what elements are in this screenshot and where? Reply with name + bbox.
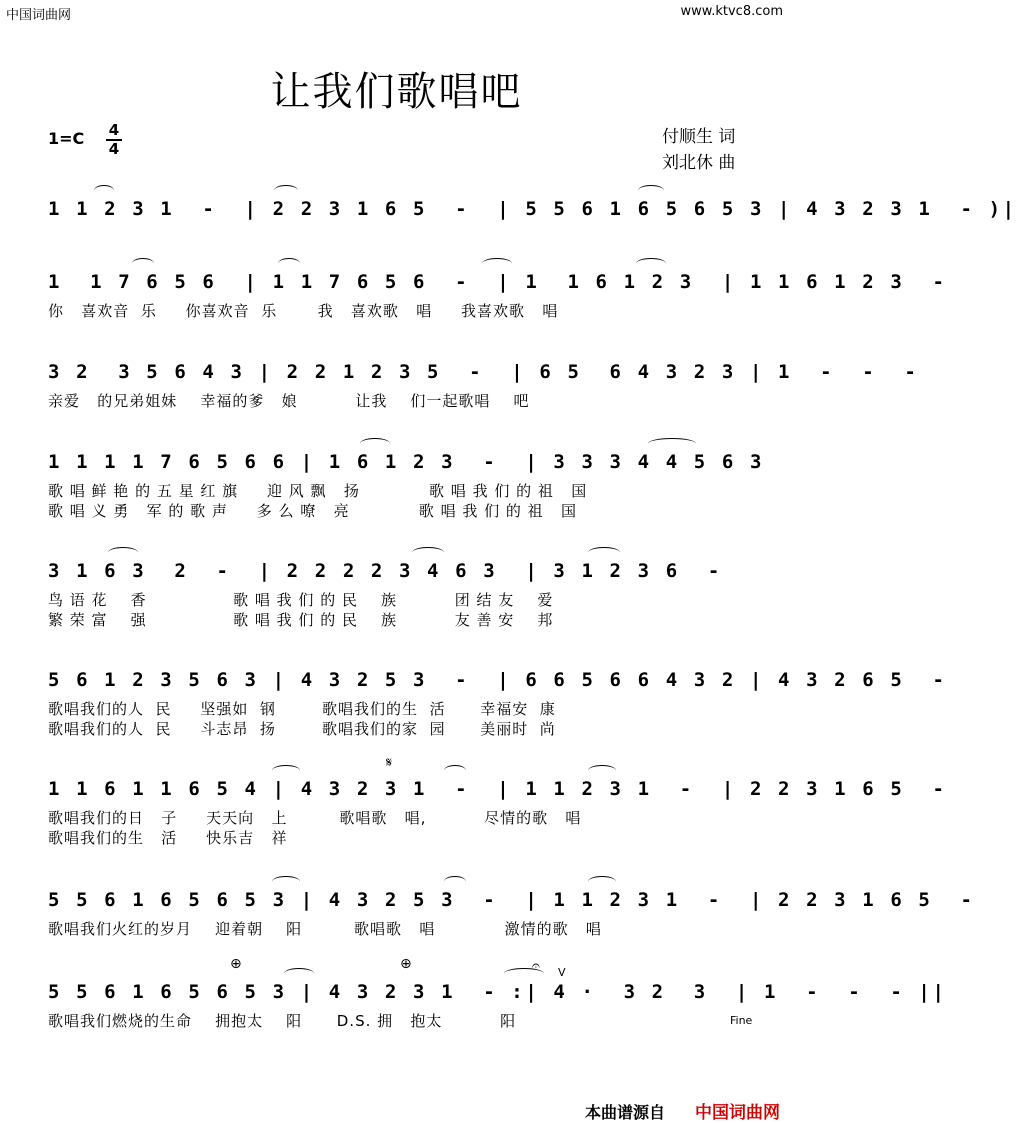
score-system-1 [48,197,1017,247]
lyrics-line-2: 歌唱我们的人 民 斗志昂 扬 歌唱我们的家 园 美丽时 尚 [48,720,556,738]
lyrics-line-1: 歌 唱 鲜 艳 的 五 星 红 旗 迎 风 飘 扬 歌 唱 我 们 的 祖 国 [48,482,588,500]
notes-line: 3 2 3 5 6 4 3 | 2 2 1 2 3 5 - | 6 5 6 4 3 2 3 | 1 - - - [48,361,933,383]
notes-line: 5 6 1 2 3 5 6 3 | 4 3 2 5 3 - | 6 6 5 6 6 4 3 2 | 4 3 2 6 5 - [48,669,961,691]
slur [638,185,664,196]
slur [648,438,696,449]
score-system-8 [48,888,989,938]
score-system-6 [48,668,961,738]
slur [284,968,314,979]
lyrics-line-2: 歌唱我们的生 活 快乐吉 祥 [48,829,288,847]
lyrics-line-2: 歌 唱 义 勇 军 的 歌 声 多 么 嘹 亮 歌 唱 我 们 的 祖 国 [48,502,577,520]
lyrics-line-2: 繁 荣 富 强 歌 唱 我 们 的 民 族 友 善 安 邦 [48,611,554,629]
lyrics-line-1: 亲爱 的兄弟姐妹 幸福的爹 娘 让我 们一起歌唱 吧 [48,392,530,410]
score-system-3 [48,360,933,410]
slur [588,876,616,887]
source-label: 本曲谱源自 [585,1103,666,1122]
slur [360,438,390,449]
segno-icon: 𝄋 [386,755,393,771]
slur [588,547,620,558]
breath-mark: V [558,966,566,979]
lyrics-line-1: 鸟 语 花 香 歌 唱 我 们 的 民 族 团 结 友 爱 [48,591,554,609]
time-top: 4 [108,121,120,139]
site-url[interactable]: www.ktvc8.com [680,4,783,19]
notes-line: 3 1 6 3 2 - | 2 2 2 2 3 4 6 3 | 3 1 2 3 6 - [48,560,736,582]
site-logo[interactable]: 中国词曲网 [695,1103,780,1123]
time-signature [104,122,124,158]
lyrics-line-1: 歌唱我们火红的岁月 迎着朝 阳 歌唱歌 唱 激情的歌 唱 [48,920,602,938]
slur [94,185,114,196]
song-title: 让我们歌唱吧 [270,69,523,115]
slur [108,547,138,558]
slur [444,876,466,887]
notes-line: 5 5 6 1 6 5 6 5 3 | 4 3 2 5 3 - | 1 1 2 3 1 - | 2 2 3 1 6 5 - [48,889,989,911]
lyrics-line-1: 歌唱我们的日 子 天天向 上 歌唱歌 唱, 尽情的歌 唱 [48,809,582,827]
slur [588,765,616,776]
fine-mark: Fine [730,1014,753,1027]
score-system-2 [48,270,961,320]
slur [278,258,300,269]
lyrics-line-1: 歌唱我们燃烧的生命 拥抱太 阳 D.S. 拥 抱太 阳 [48,1012,517,1030]
lyricist: 付顺生 词 [662,127,736,147]
slur [132,258,154,269]
notes-line: 5 5 6 1 6 5 6 5 3 | 4 3 2 3 1 - :| 4 · 3 2 3 | 1 - - - || [48,981,947,1003]
fermata-icon: 𝄐 [532,958,540,974]
lyrics-line-1: 你 喜欢音 乐 你喜欢音 乐 我 喜欢歌 唱 我喜欢歌 唱 [48,302,559,320]
slur [636,258,666,269]
slur [272,876,300,887]
score-system-4 [48,450,779,520]
slur [272,765,300,776]
lyrics-line-1: 歌唱我们的人 民 坚强如 钢 歌唱我们的生 活 幸福安 康 [48,700,556,718]
coda-icon: ⊕ [230,956,242,972]
site-name-left: 中国词曲网 [6,8,72,23]
slur [444,765,466,776]
coda-icon: ⊕ [400,956,412,972]
notes-line: 1 1 7 6 5 6 | 1 1 7 6 5 6 - | 1 1 6 1 2 3 | 1 1 6 1 2 3 - [48,271,961,293]
score-system-9 [48,956,947,1030]
notes-line: 1 1 6 1 1 6 5 4 | 4 3 2 3 1 - | 1 1 2 3 1 - | 2 2 3 1 6 5 - [48,778,961,800]
time-bottom: 4 [108,140,120,158]
slur [412,547,444,558]
composer: 刘北休 曲 [662,153,736,173]
key-signature: 1=C [48,129,85,148]
notes-line: 1 1 2 3 1 - | 2 2 3 1 6 5 - | 5 5 6 1 6 5 6 5 3 | 4 3 2 3 1 - )| [48,198,1017,220]
notes-line: 1 1 1 1 7 6 5 6 6 | 1 6 1 2 3 - | 3 3 3 4 4 5 6 3 [48,451,779,473]
slur [504,968,544,979]
score-system-7 [48,755,961,847]
score-system-5 [48,559,748,629]
slur [482,258,512,269]
slur [274,185,298,196]
